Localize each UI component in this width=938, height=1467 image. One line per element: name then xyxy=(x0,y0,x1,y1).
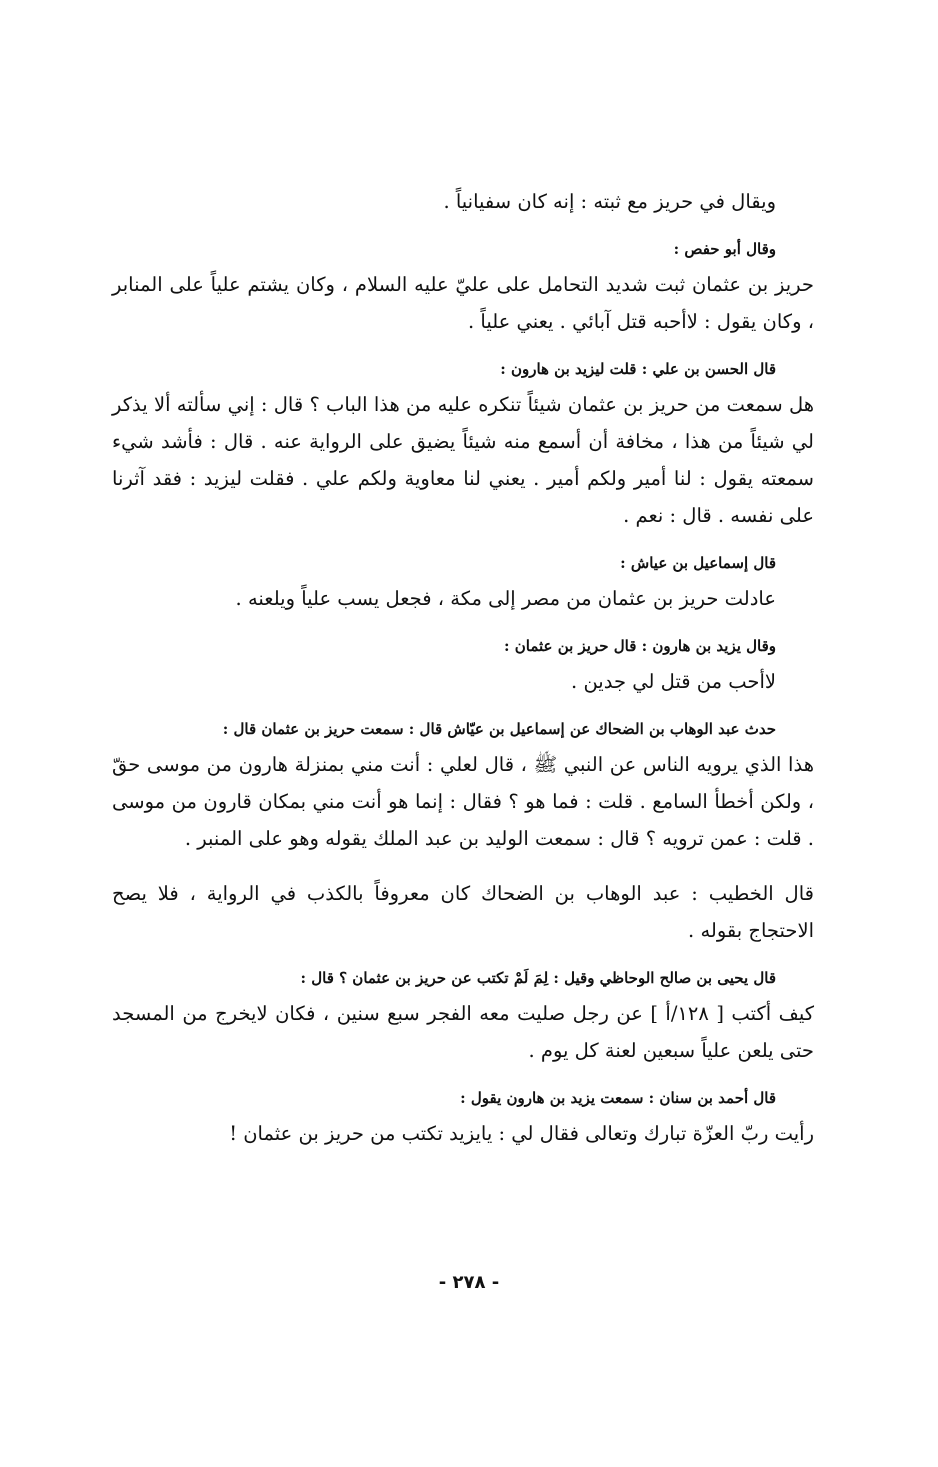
section-text: عادلت حريز بن عثمان من مصر إلى مكة ، فجعل يسب علياً ويلعنه . xyxy=(235,587,776,610)
text-column xyxy=(112,183,814,1170)
section-yahya-bin-salih xyxy=(112,967,814,1069)
section-yazid-bin-harun xyxy=(112,635,814,700)
section-heading: قال يحيى بن صالح الوحاظي وقيل : لِمَ لَمْ تكتب عن حريز بن عثمان ؟ قال : xyxy=(300,969,776,987)
section-text: رأيت ربّ العزّة تبارك وتعالى فقال لي : يايزيد تكتب من حريز بن عثمان ! xyxy=(229,1122,814,1145)
section-text: حريز بن عثمان ثبت شديد التحامل على عليّ عليه السلام ، وكان يشتم علياً على المنابر ، وكان يقول : لاأحبه قتل آبائي . يعني علياً . xyxy=(112,273,814,333)
section-heading: قال إسماعيل بن عياش : xyxy=(620,554,776,572)
section-heading: قال أحمد بن سنان : سمعت يزيد بن هارون يقول : xyxy=(460,1089,776,1107)
section-text: هذا الذي يرويه الناس عن النبي ﷺ ، قال لعلي : أنت مني بمنزلة هارون من موسى حقّ ، ولكن أخطأ السامع . قلت : فما هو ؟ فقال : إنما هو أنت مني بمكان قارون من موسى . قلت : عمن ترويه ؟ قال : سمعت الوليد بن عبد الملك يقوله وهو على المنبر . xyxy=(112,753,814,850)
section-ahmad-bin-sinan xyxy=(112,1087,814,1152)
section-hasan-bin-ali xyxy=(112,358,814,534)
section-text: قال الخطيب : عبد الوهاب بن الضحاك كان معروفاً بالكذب في الرواية ، فلا يصح الاحتجاج بقوله . xyxy=(112,882,814,942)
section-ismail-bin-ayyash xyxy=(112,552,814,617)
page-number: - ٢٧٨ - xyxy=(438,1272,500,1293)
section-heading: حدث عبد الوهاب بن الضحاك عن إسماعيل بن عيّاش قال : سمعت حريز بن عثمان قال : xyxy=(222,720,776,738)
section-text: كيف أكتب [ ١٢٨/أ ] عن رجل صليت معه الفجر سبع سنين ، فكان لايخرج من المسجد حتى يلعن علياً سبعين لعنة كل يوم . xyxy=(112,1002,815,1062)
opening-line: ويقال في حريز مع ثبته : إنه كان سفيانياً . xyxy=(443,190,776,213)
section-abd-al-wahhab xyxy=(112,718,814,857)
section-khatib xyxy=(112,875,814,949)
section-heading: قال الحسن بن علي : قلت ليزيد بن هارون : xyxy=(500,360,776,378)
section-text: هل سمعت من حريز بن عثمان شيئاً تنكره عليه من هذا الباب ؟ قال : إني سألته ألا يذكر لي شيئاً من هذا ، مخافة أن أسمع منه شيئاً يضيق على الرواية عنه . قال : فأشد شيء سمعته يقول : لنا أمير ولكم أمير . يعني لنا معاوية ولكم علي . فقلت ليزيد : فقد آثرنا على نفسه . قال : نعم . xyxy=(112,393,814,527)
section-abu-hafs xyxy=(112,238,814,340)
section-text: لاأحب من قتل لي جدين . xyxy=(571,670,776,693)
section-heading: وقال يزيد بن هارون : قال حريز بن عثمان : xyxy=(504,637,776,655)
section-heading: وقال أبو حفص : xyxy=(673,240,776,258)
